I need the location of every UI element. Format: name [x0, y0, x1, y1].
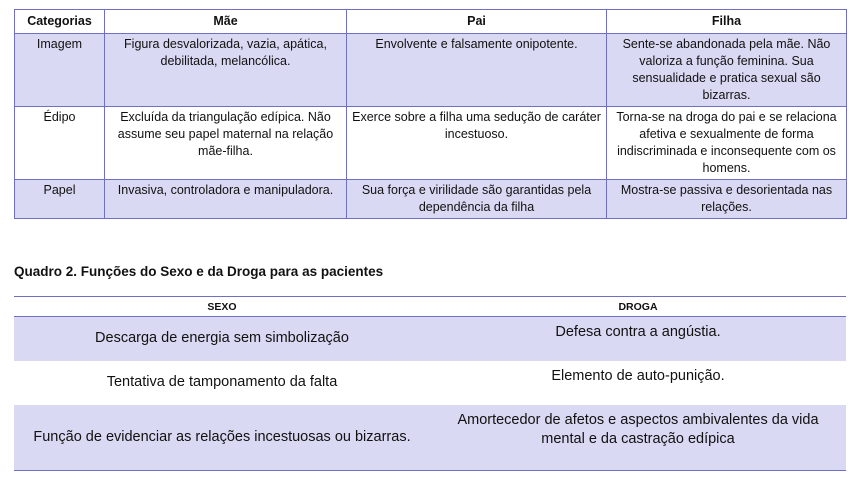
table-header-row — [14, 297, 846, 317]
cell-filha: Mostra-se passiva e desorientada nas relações. — [607, 180, 847, 219]
quadro2-title: Quadro 2. Funções do Sexo e da Droga para as pacientes — [14, 264, 384, 279]
cell-categoria: Papel — [15, 180, 105, 219]
cell-sexo: Descarga de energia sem simbolização — [14, 317, 430, 361]
cell-pai: Envolvente e falsamente onipotente. — [347, 34, 607, 107]
cell-pai: Exerce sobre a filha uma sedução de caráter incestuoso. — [347, 107, 607, 180]
cell-filha: Sente-se abandonada pela mãe. Não valoriza a função feminina. Sua sensualidade e pratica sexual são bizarras. — [607, 34, 847, 107]
cell-mae: Figura desvalorizada, vazia, apática, debilitada, melancólica. — [105, 34, 347, 107]
cell-mae: Invasiva, controladora e manipuladora. — [105, 180, 347, 219]
table-row — [15, 180, 847, 219]
cell-categoria: Imagem — [15, 34, 105, 107]
table-row — [15, 107, 847, 180]
cell-droga: Amortecedor de afetos e aspectos ambivalentes da vida mental e da castração edípica — [430, 405, 846, 471]
header-pai: Pai — [347, 10, 607, 34]
cell-sexo: Função de evidenciar as relações incestuosas ou bizarras. — [14, 405, 430, 471]
table-row — [14, 361, 846, 405]
table-header-row — [15, 10, 847, 34]
quadro1-table — [14, 9, 847, 219]
header-sexo: SEXO — [14, 297, 430, 317]
cell-categoria: Édipo — [15, 107, 105, 180]
table-row — [15, 34, 847, 107]
header-mae: Mãe — [105, 10, 347, 34]
cell-filha: Torna-se na droga do pai e se relaciona afetiva e sexualmente de forma indiscriminada e inconsequente com os homens. — [607, 107, 847, 180]
cell-mae: Excluída da triangulação edípica. Não assume seu papel maternal na relação mãe-filha. — [105, 107, 347, 180]
table-row — [14, 405, 846, 471]
cell-droga: Elemento de auto-punição. — [430, 361, 846, 405]
header-filha: Filha — [607, 10, 847, 34]
cell-droga: Defesa contra a angústia. — [430, 317, 846, 361]
quadro2-table — [14, 296, 846, 471]
cell-pai: Sua força e virilidade são garantidas pela dependência da filha — [347, 180, 607, 219]
table-row — [14, 317, 846, 361]
cell-sexo: Tentativa de tamponamento da falta — [14, 361, 430, 405]
header-categorias: Categorias — [15, 10, 105, 34]
header-droga: DROGA — [430, 297, 846, 317]
